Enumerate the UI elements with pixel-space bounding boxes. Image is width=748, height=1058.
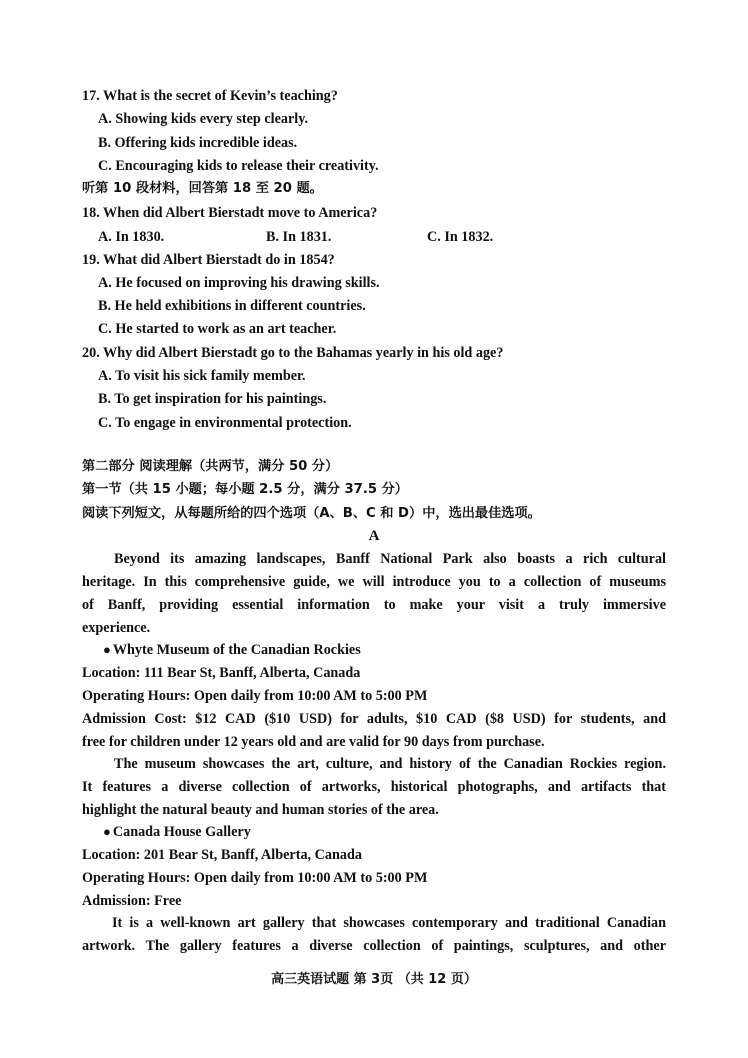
museum2-heading — [103, 823, 251, 841]
museum2-desc-line-1: It is a well-known art gallery that showcases contemporary and traditional Canadian — [112, 915, 666, 931]
reading-instruction: 阅读下列短文，从每题所给的四个选项（A、B、C 和 D）中，选出最佳选项。 — [82, 506, 541, 521]
museum1-hours: Operating Hours: Open daily from 10:00 AM to 5:00 PM — [82, 688, 428, 704]
q18-option-c: C. In 1832. — [427, 229, 494, 245]
passage-label: A — [368, 528, 380, 544]
museum2-name: Canada House Gallery — [112, 824, 251, 840]
q20-question: 20. Why did Albert Bierstadt go to the Bahamas yearly in his old age? — [82, 345, 504, 361]
intro-line-3: of Banff, providing essential information to make your visit a truly immersive — [82, 597, 666, 613]
q20-option-a: A. To visit his sick family member. — [98, 368, 306, 384]
museum2-admission: Admission: Free — [82, 893, 182, 909]
museum1-desc-line-1: The museum showcases the art, culture, and history of the Canadian Rockies region. — [114, 756, 666, 772]
q20-option-b: B. To get inspiration for his paintings. — [98, 391, 327, 407]
museum1-heading — [103, 641, 361, 659]
intro-line-4: experience. — [82, 620, 151, 636]
section-one-title: 第一节（共 15 小题；每小题 2.5 分，满分 37.5 分） — [82, 482, 408, 497]
museum2-desc-line-2: artwork. The gallery features a diverse collection of paintings, sculptures, and other — [82, 938, 666, 954]
q17-question: 17. What is the secret of Kevin’s teaching? — [82, 88, 338, 104]
q17-option-a: A. Showing kids every step clearly. — [98, 111, 309, 127]
bullet-icon: ● — [103, 642, 111, 657]
q17-option-b: B. Offering kids incredible ideas. — [98, 135, 298, 151]
museum1-admission-line-1: Admission Cost: $12 CAD ($10 USD) for adults, $10 CAD ($8 USD) for students, and — [82, 711, 666, 727]
q19-question: 19. What did Albert Bierstadt do in 1854? — [82, 252, 335, 268]
museum1-desc-line-3: highlight the natural beauty and human stories of the area. — [82, 802, 439, 818]
q17-option-c: C. Encouraging kids to release their creativity. — [98, 158, 379, 174]
museum2-hours: Operating Hours: Open daily from 10:00 AM to 5:00 PM — [82, 870, 428, 886]
intro-line-1: Beyond its amazing landscapes, Banff National Park also boasts a rich cultural — [114, 551, 666, 567]
q19-option-a: A. He focused on improving his drawing skills. — [98, 275, 380, 291]
museum2-location: Location: 201 Bear St, Banff, Alberta, Canada — [82, 847, 362, 863]
material-10-instruction: 听第 10 段材料，回答第 18 至 20 题。 — [82, 181, 323, 196]
museum1-admission-line-2: free for children under 12 years old and are valid for 90 days from purchase. — [82, 734, 545, 750]
museum1-location: Location: 111 Bear St, Banff, Alberta, Canada — [82, 665, 361, 681]
part-two-title: 第二部分 阅读理解（共两节，满分 50 分） — [82, 459, 339, 474]
q18-option-b: B. In 1831. — [266, 229, 332, 245]
museum1-desc-line-2: It features a diverse collection of artworks, historical photographs, and artifacts that — [82, 779, 666, 795]
museum1-name: Whyte Museum of the Canadian Rockies — [112, 642, 361, 658]
bullet-icon: ● — [103, 824, 111, 839]
intro-line-2: heritage. In this comprehensive guide, we will introduce you to a collection of museums — [82, 574, 666, 590]
q20-option-c: C. To engage in environmental protection. — [98, 415, 352, 431]
q19-option-c: C. He started to work as an art teacher. — [98, 321, 337, 337]
page-footer: 高三英语试题 第 3页 （共 12 页） — [271, 972, 477, 987]
q18-question: 18. When did Albert Bierstadt move to America? — [82, 205, 378, 221]
q18-option-a: A. In 1830. — [98, 229, 165, 245]
q19-option-b: B. He held exhibitions in different countries. — [98, 298, 366, 314]
